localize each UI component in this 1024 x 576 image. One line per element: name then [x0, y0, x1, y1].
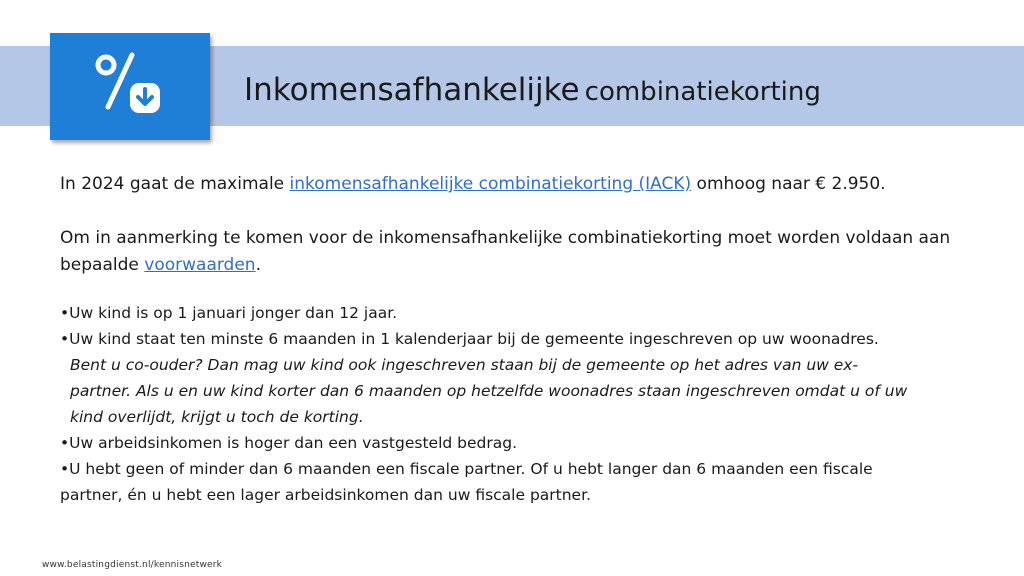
list-item: •U hebt geen of minder dan 6 maanden een fiscale partner. Of u hebt langer dan 6 maanden een fiscale	[60, 460, 873, 478]
page-title-main: Inkomensafhankelijke	[244, 72, 580, 108]
co-parent-note-line: partner. Als u en uw kind korter dan 6 maanden op hetzelfde woonadres staan ingeschreven omdat u of uw	[70, 382, 908, 400]
percent-download-icon	[94, 51, 170, 123]
voorwaarden-link[interactable]: voorwaarden	[144, 255, 256, 275]
co-parent-note-line: Bent u co-ouder? Dan mag uw kind ook ingeschreven staan bij de gemeente op het adres van uw ex-	[70, 356, 859, 374]
footer-url: www.belastingdienst.nl/kennisnetwerk	[42, 560, 223, 570]
requirements-list	[60, 300, 1005, 508]
intro-after-link: omhoog naar € 2.950.	[691, 174, 886, 194]
list-item: •Uw kind is op 1 januari jonger dan 12 jaar.	[60, 304, 398, 322]
condition-text: Om in aanmerking te komen voor de inkomensafhankelijke combinatiekorting moet worden voldaan aan bepaalde	[60, 228, 951, 275]
condition-after-link: .	[255, 255, 261, 275]
logo-box	[50, 33, 210, 140]
iack-link[interactable]: inkomensafhankelijke combinatiekorting (IACK)	[289, 174, 692, 194]
page-title-sub: combinatiekorting	[584, 77, 821, 107]
intro-before-link: In 2024 gaat de maximale	[60, 174, 290, 194]
list-item-continuation: partner, én u hebt een lager arbeidsinkomen dan uw fiscale partner.	[60, 486, 591, 504]
co-parent-note-line: kind overlijdt, krijgt u toch de korting.	[70, 408, 364, 426]
list-item: •Uw kind staat ten minste 6 maanden in 1 kalenderjaar bij de gemeente ingeschreven op uw woonadres.	[60, 330, 879, 348]
intro-paragraph	[60, 174, 886, 194]
page-title	[244, 72, 821, 108]
condition-paragraph	[60, 225, 980, 279]
list-item: •Uw arbeidsinkomen is hoger dan een vastgesteld bedrag.	[60, 434, 517, 452]
